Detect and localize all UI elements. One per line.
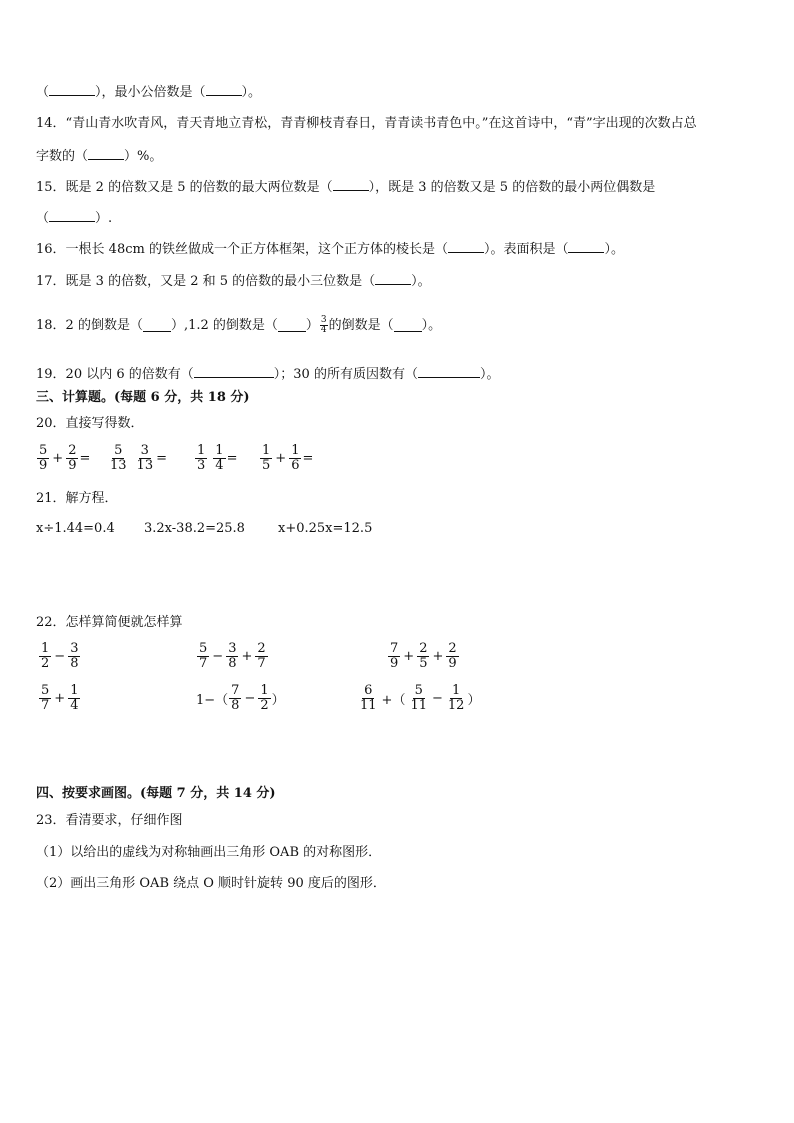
q16: 16．一根长 48cm 的铁丝做成一个正方体框架，这个正方体的棱长是（ ）。表面积是（ ）。 — [36, 242, 624, 257]
fraction: $\frac{1}{3}$ — [197, 443, 206, 473]
answer-blank[interactable] — [418, 365, 480, 378]
q15-line1: 15．既是 2 的倍数又是 5 的倍数的最大两位数是（ ），既是 3 的倍数又是 5 的倍数的最小两位偶数是 — [36, 180, 656, 195]
answer-blank[interactable] — [49, 83, 95, 96]
fraction: $\frac{2}{9}$ — [448, 641, 457, 671]
fraction: $\frac{2}{7}$ — [257, 641, 266, 671]
fraction: $\frac{1}{4}$ — [215, 443, 224, 473]
q13-tail: （ ），最小公倍数是（ ）。 — [36, 85, 262, 100]
q23-part-2: （2）画出三角形 OAB 绕点 O 顺时针旋转 90 度后的图形． — [36, 876, 386, 891]
fraction: $\frac{3}{8}$ — [70, 641, 79, 671]
fraction: $\frac{1}{5}$ — [262, 443, 271, 473]
fraction-three-quarters: $\frac{3}{4}$ — [320, 315, 327, 335]
fraction: $\frac{6}{11}$ — [360, 683, 377, 713]
answer-blank[interactable] — [206, 83, 242, 96]
q21-equation-2: 3.2x-38.2=25.8 — [144, 521, 245, 536]
fraction: $\frac{5}{11}$ — [410, 683, 427, 713]
fraction: $\frac{7}{8}$ — [231, 683, 240, 713]
answer-blank[interactable] — [143, 319, 171, 332]
q19: 19．20 以内 6 的倍数有（ ）；30 的所有质因数有（ ）。 — [36, 367, 500, 382]
q15-line2: （ ）. — [36, 211, 113, 226]
answer-blank[interactable] — [278, 319, 306, 332]
fraction: $\frac{1}{4}$ — [70, 683, 79, 713]
section-3-heading: 三、计算题。(每题 6 分，共 18 分) — [36, 390, 250, 405]
q14-line2: 字数的（ ）%。 — [36, 149, 163, 164]
q22-expr-4: $\frac{5}{7}$ + $\frac{1}{4}$ — [41, 683, 79, 713]
answer-blank[interactable] — [49, 209, 95, 222]
fraction: $\frac{2}{5}$ — [419, 641, 428, 671]
fraction: $\frac{1}{6}$ — [291, 443, 300, 473]
fraction: $\frac{2}{9}$ — [68, 443, 77, 473]
fraction: $\frac{3}{13}$ — [136, 443, 154, 473]
answer-blank[interactable] — [333, 178, 369, 191]
answer-blank[interactable] — [394, 319, 422, 332]
fraction: $\frac{5}{7}$ — [199, 641, 208, 671]
q21-equation-1: x÷1.44=0.4 — [36, 521, 115, 536]
q22-expr-3: $\frac{7}{9}$ + $\frac{2}{5}$ + $\frac{2}{9}$ — [390, 641, 457, 671]
q22-expr-2: $\frac{5}{7}$ − $\frac{3}{8}$ + $\frac{2}{7}$ — [199, 641, 266, 671]
q21-title: 21．解方程． — [36, 491, 118, 506]
q23-part-1: （1）以给出的虚线为对称轴画出三角形 OAB 的对称图形． — [36, 845, 382, 860]
q23-title: 23．看清要求，仔细作图 — [36, 813, 183, 828]
q20-item-4: $\frac{1}{5}$ + $\frac{1}{6}$ = — [262, 443, 314, 473]
fraction: $\frac{1}{2}$ — [41, 641, 50, 671]
fraction: $\frac{1}{12}$ — [447, 683, 465, 713]
section-4-heading: 四、按要求画图。(每题 7 分，共 14 分) — [36, 786, 276, 801]
q20-item-2: $\frac{5}{13}$ $\frac{3}{13}$ = — [110, 443, 167, 473]
fraction: $\frac{1}{2}$ — [260, 683, 269, 713]
q21-equation-3: x+0.25x=12.5 — [278, 521, 373, 536]
fraction: $\frac{5}{9}$ — [39, 443, 48, 473]
answer-blank[interactable] — [88, 147, 124, 160]
fraction: $\frac{7}{9}$ — [390, 641, 399, 671]
answer-blank[interactable] — [568, 240, 604, 253]
q14-line1: 14．“青山青水吹青风，青天青地立青松，青青柳枝青春日，青青读书青色中。”在这首诗中，“青”字出现的次数占总 — [36, 116, 697, 131]
q22-expr-5: 1−（ $\frac{7}{8}$ − $\frac{1}{2}$ ） — [196, 683, 285, 713]
answer-blank[interactable] — [375, 272, 411, 285]
q18: 18．2 的倒数是（ ）,1.2 的倒数是（ ） $\frac{3}{4}$ 的倒数是（ ）。 — [36, 315, 442, 335]
answer-blank[interactable] — [448, 240, 484, 253]
q20-item-1: $\frac{5}{9}$ + $\frac{2}{9}$ = — [39, 443, 91, 473]
fraction: $\frac{5}{7}$ — [41, 683, 50, 713]
q22-expr-6: $\frac{6}{11}$ +（ $\frac{5}{11}$ − $\frac{1}{12}$ ） — [360, 683, 481, 713]
q17: 17．既是 3 的倍数，又是 2 和 5 的倍数的最小三位数是（ ）。 — [36, 274, 431, 289]
q20-item-3: $\frac{1}{3}$ $\frac{1}{4}$ = — [197, 443, 238, 473]
q22-expr-1: $\frac{1}{2}$ − $\frac{3}{8}$ — [41, 641, 79, 671]
fraction: $\frac{3}{8}$ — [228, 641, 237, 671]
q20-title: 20．直接写得数． — [36, 416, 144, 431]
answer-blank[interactable] — [194, 365, 274, 378]
q22-title: 22．怎样算简便就怎样算 — [36, 615, 183, 630]
fraction: $\frac{5}{13}$ — [110, 443, 127, 473]
